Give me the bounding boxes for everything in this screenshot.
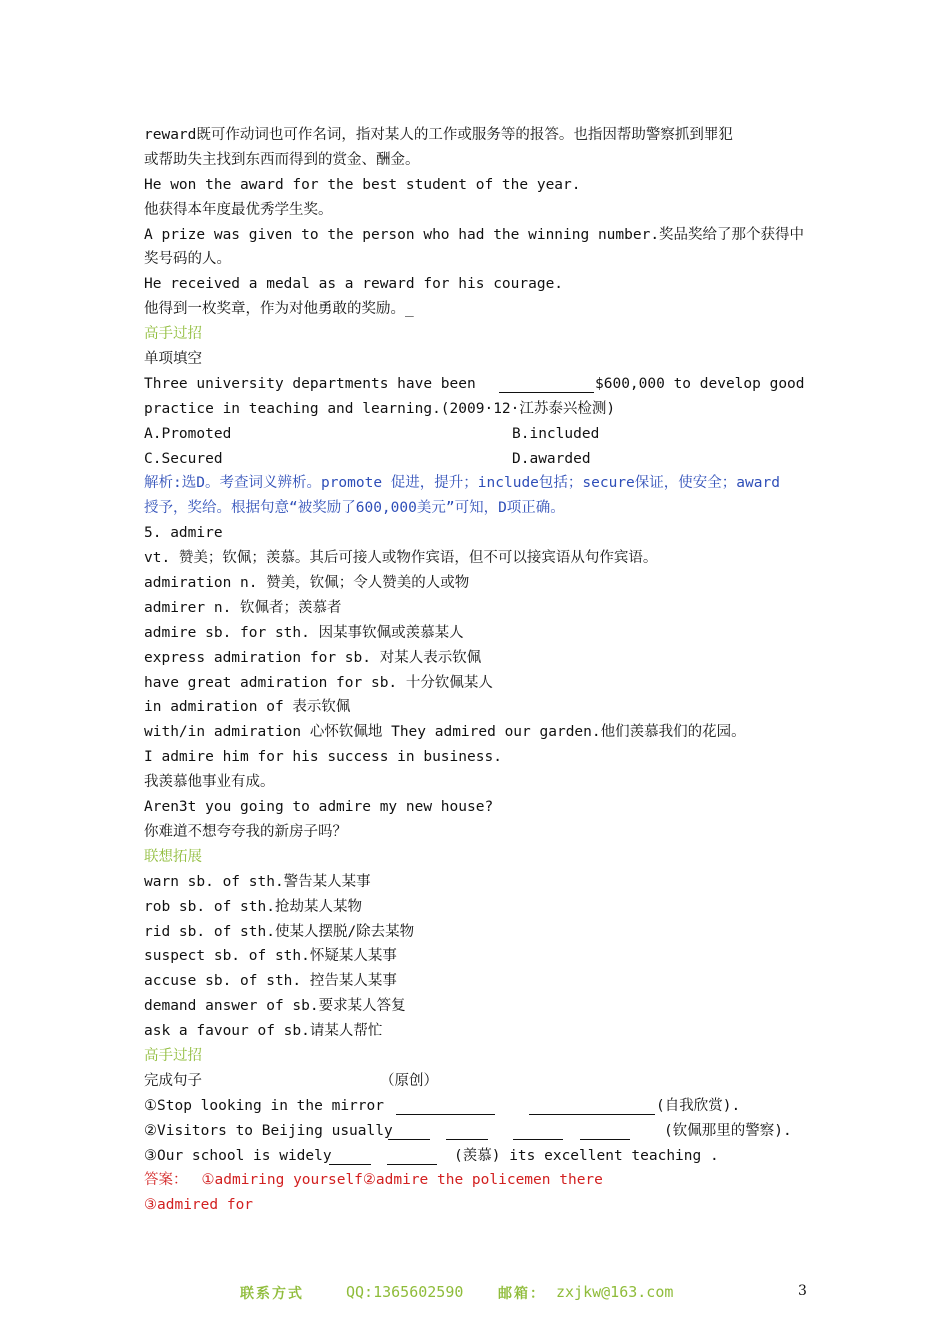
example-sentence: Aren3t you going to admire my new house? [144, 799, 494, 816]
phrase-line: accuse sb. of sth. 控告某人某事 [144, 973, 397, 990]
sentence-text: ③Our school is widely [144, 1147, 332, 1164]
options-row [144, 447, 810, 472]
section-heading: 高手过招 [144, 326, 202, 343]
page-number: 3 [798, 1283, 807, 1299]
text-line: reward既可作动词也可作名词，指对某人的工作或服务等的报答。也指因帮助警察抓到罪犯 [144, 127, 733, 143]
answer-blank [499, 378, 594, 393]
question-text: Three university departments have been [144, 375, 476, 392]
explanation-line: 授予，奖给。根据句意“被奖励了600,000美元”可知，D项正确。 [144, 500, 565, 517]
sentence-hint: (自我欣赏). [656, 1097, 741, 1114]
qq-number: QQ:1365602590 [346, 1283, 464, 1301]
translation-line: 你难道不想夸夸我的新房子吗？ [144, 823, 347, 840]
translation-line: 我羡慕他事业有成。 [144, 774, 275, 791]
option-c: C.Secured [144, 450, 223, 467]
email-label: 邮箱： [498, 1286, 546, 1302]
answer-blank [387, 1150, 437, 1165]
phrase-line: suspect sb. of sth.怀疑某人某事 [144, 948, 397, 965]
exercise-type: 完成句子 [144, 1072, 202, 1089]
translation-line: 他获得本年度最优秀学生奖。 [144, 201, 333, 218]
text-line: admirer n. 钦佩者；羡慕者 [144, 599, 342, 616]
phrase-line: rob sb. of sth.抢劫某人某物 [144, 898, 362, 915]
example-sentence: A prize was given to the person who had the winning number.奖品奖给了那个获得中 [144, 226, 805, 243]
source-note: （原创） [380, 1072, 438, 1089]
answer-blank [513, 1125, 563, 1140]
exercise-type: 单项填空 [144, 351, 202, 368]
text-line: have great admiration for sb. 十分钦佩某人 [144, 674, 493, 691]
answer-text: ①admiring yourself②admire the policemen there [201, 1172, 603, 1189]
example-sentence: He won the award for the best student of the year. [144, 176, 581, 193]
section-heading: 联想拓展 [144, 848, 202, 865]
phrase-line: warn sb. of sth.警告某人某事 [144, 873, 371, 890]
option-d: D.awarded [512, 450, 591, 467]
answer-line: ③admired for [144, 1197, 254, 1214]
text-line: in admiration of 表示钦佩 [144, 699, 351, 716]
text-line: vt. 赞美；钦佩；羡慕。其后可接人或物作宾语，但不可以接宾语从句作宾语。 [144, 550, 658, 567]
sentence-item-3 [144, 1144, 810, 1169]
question-line [144, 372, 810, 397]
answer-blank [580, 1125, 630, 1140]
sentence-hint: (羡慕) its excellent teaching . [454, 1147, 719, 1164]
text-line: admiration n. 赞美，钦佩；令人赞美的人或物 [144, 575, 470, 592]
answer-blank [446, 1125, 488, 1140]
example-sentence: He received a medal as a reward for his courage. [144, 276, 564, 293]
phrase-line: ask a favour of sb.请某人帮忙 [144, 1023, 383, 1040]
example-sentence: I admire him for his success in business. [144, 749, 502, 766]
text-line: express admiration for sb. 对某人表示钦佩 [144, 649, 482, 666]
answer-label: 答案： [144, 1172, 188, 1189]
contact-label: 联系方式 [240, 1286, 304, 1302]
explanation-line: 解析:选D。考查词义辨析。promote 促进，提升；include包括；secure保证，使安全；award [144, 475, 780, 492]
exercise-type-line [144, 1069, 810, 1094]
phrase-line: rid sb. of sth.使某人摆脱/除去某物 [144, 923, 415, 940]
entry-title: 5. admire [144, 525, 223, 542]
text-line: 或帮助失主找到东西而得到的赏金、酬金。 [144, 151, 420, 168]
sentence-text: ②Visitors to Beijing usually [144, 1122, 393, 1139]
sentence-hint: (钦佩那里的警察). [664, 1122, 792, 1139]
sentence-item-2 [144, 1119, 810, 1144]
page-footer [0, 1283, 950, 1307]
text-line: with/in admiration 心怀钦佩地 They admired our garden.他们羡慕我们的花园。 [144, 724, 746, 741]
section-heading: 高手过招 [144, 1047, 202, 1064]
options-row [144, 422, 810, 447]
answer-line [144, 1168, 810, 1193]
text-line: admire sb. for sth. 因某事钦佩或羡慕某人 [144, 624, 464, 641]
question-line: practice in teaching and learning.(2009·12·江苏泰兴检测) [144, 400, 616, 417]
sentence-item-1 [144, 1094, 810, 1119]
document-body [144, 123, 810, 1218]
translation-line: 他得到一枚奖章，作为对他勇敢的奖励。_ [144, 301, 414, 318]
option-b: B.included [512, 425, 600, 442]
sentence-text: ①Stop looking in the mirror [144, 1097, 384, 1114]
email-address: zxjkw@163.com [556, 1283, 674, 1301]
phrase-line: demand answer of sb.要求某人答复 [144, 998, 406, 1015]
answer-blank [529, 1100, 655, 1115]
option-a: A.Promoted [144, 425, 232, 442]
question-text: $600,000 to develop good [595, 375, 805, 392]
answer-blank [396, 1100, 495, 1115]
translation-line: 奖号码的人。 [144, 251, 231, 268]
answer-blank [329, 1150, 371, 1165]
answer-blank [388, 1125, 430, 1140]
